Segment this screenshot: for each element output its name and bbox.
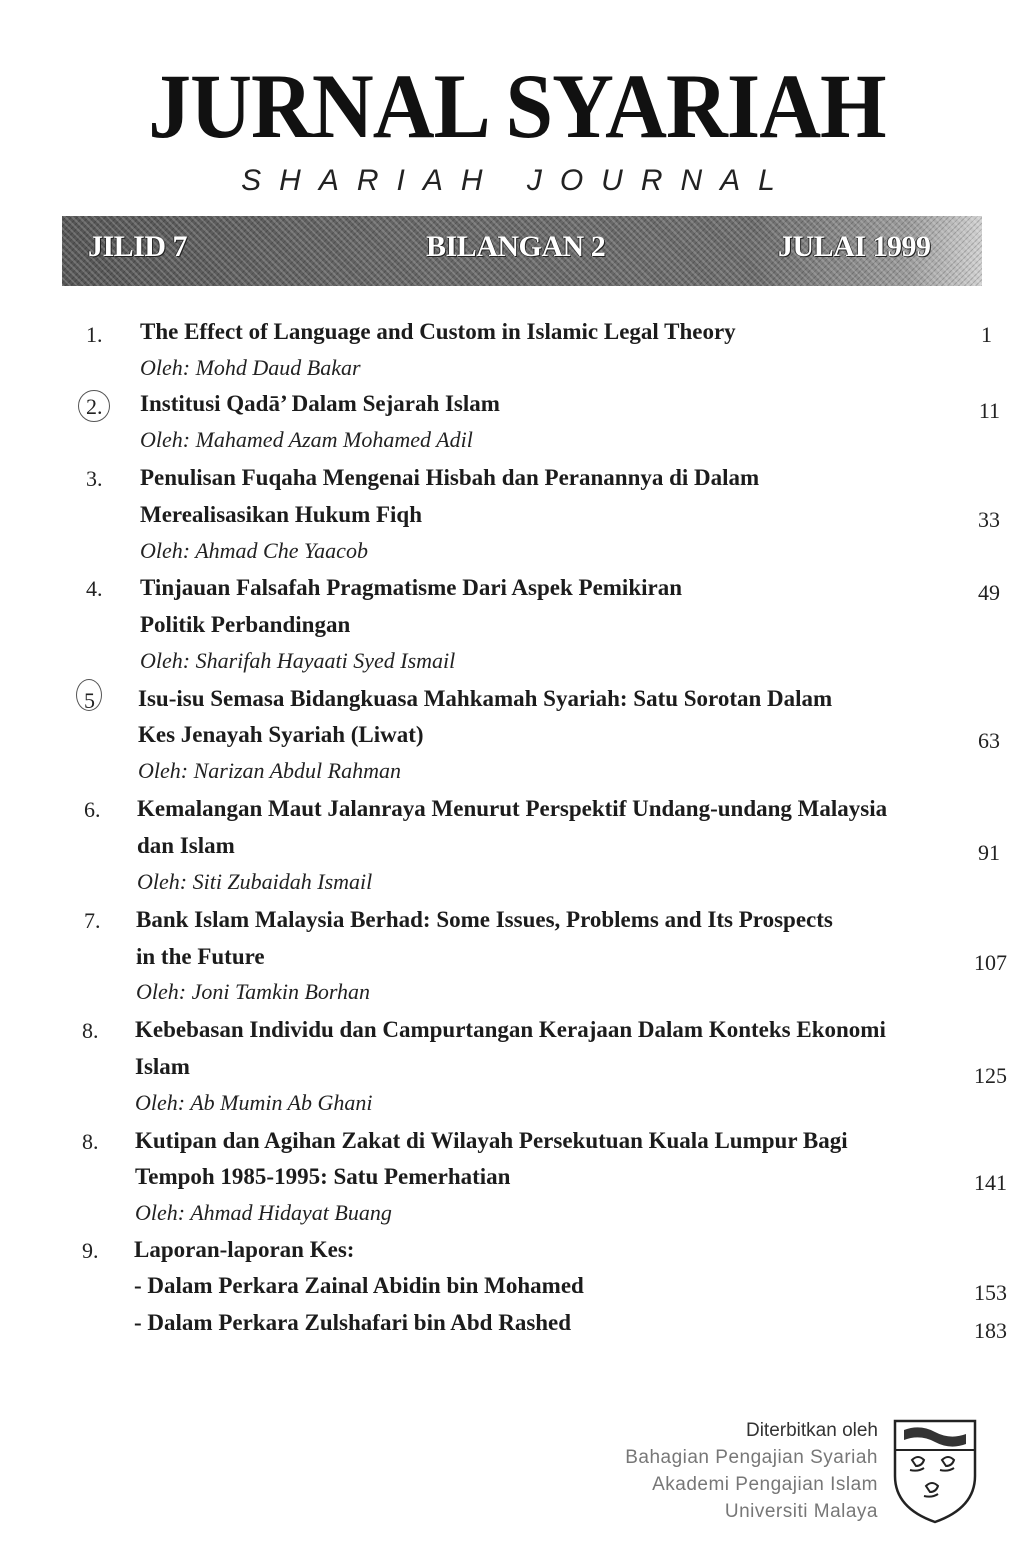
item-number: 4. <box>86 576 103 601</box>
article-title: Isu-isu Semasa Bidangkuasa Mahkamah Syariah: Satu Sorotan Dalam <box>138 686 833 711</box>
page-number: 153 <box>974 1280 1007 1305</box>
page-number: 1 <box>981 322 992 347</box>
issue-label: BILANGAN 2 <box>426 230 606 263</box>
item-number: 5 <box>84 688 95 713</box>
article-title: Laporan-laporan Kes: <box>134 1237 355 1262</box>
publisher-line: Diterbitkan oleh <box>745 1420 878 1441</box>
volume-label: JILID 7 <box>88 230 188 263</box>
date-label: JULAI 1999 <box>778 230 931 263</box>
item-number: 8. <box>82 1018 99 1043</box>
journal-subtitle: SHARIAH JOURNAL <box>241 164 793 197</box>
case-report-title: - Dalam Perkara Zulshafari bin Abd Rashed <box>134 1310 572 1335</box>
publisher-line: Akademi Pengajian Islam <box>652 1474 878 1495</box>
article-title: Merealisasikan Hukum Fiqh <box>140 502 423 527</box>
article-author: Oleh: Ahmad Che Yaacob <box>140 538 368 563</box>
article-author: Oleh: Joni Tamkin Borhan <box>136 979 371 1004</box>
article-title: Kemalangan Maut Jalanraya Menurut Perspektif Undang-undang Malaysia <box>137 796 888 821</box>
publisher-line: Universiti Malaya <box>724 1501 878 1522</box>
university-crest-icon <box>890 1416 980 1526</box>
item-number: 6. <box>84 797 101 822</box>
page-number: 63 <box>978 728 1000 753</box>
article-title: Penulisan Fuqaha Mengenai Hisbah dan Peranannya di Dalam <box>140 465 760 490</box>
article-author: Oleh: Mahamed Azam Mohamed Adil <box>140 427 473 452</box>
article-title: The Effect of Language and Custom in Islamic Legal Theory <box>140 319 736 344</box>
article-title: Politik Perbandingan <box>140 612 351 637</box>
article-title: Kebebasan Individu dan Campurtangan Kerajaan Dalam Konteks Ekonomi <box>135 1017 886 1042</box>
article-author: Oleh: Siti Zubaidah Ismail <box>137 869 373 894</box>
item-number: 3. <box>86 466 103 491</box>
page-number: 11 <box>978 398 1000 423</box>
page-number: 125 <box>974 1063 1007 1088</box>
item-number: 8. <box>82 1129 99 1154</box>
article-author: Oleh: Sharifah Hayaati Syed Ismail <box>140 648 456 673</box>
publisher-line: Bahagian Pengajian Syariah <box>625 1447 878 1468</box>
item-number: 2. <box>86 394 103 419</box>
item-number: 1. <box>86 322 103 347</box>
article-author: Oleh: Mohd Daud Bakar <box>140 355 361 380</box>
article-title: Institusi Qadā’ Dalam Sejarah Islam <box>140 391 500 416</box>
article-title: Kutipan dan Agihan Zakat di Wilayah Persekutuan Kuala Lumpur Bagi <box>135 1128 848 1153</box>
item-number: 7. <box>84 908 101 933</box>
page-number: 33 <box>978 507 1000 532</box>
case-report-title: - Dalam Perkara Zainal Abidin bin Mohamed <box>134 1273 584 1298</box>
article-title: in the Future <box>136 944 265 969</box>
item-number: 9. <box>82 1238 99 1263</box>
page-number: 49 <box>978 580 1000 605</box>
article-title: Islam <box>135 1054 190 1079</box>
page-number: 91 <box>978 840 1000 865</box>
article-author: Oleh: Narizan Abdul Rahman <box>138 758 401 783</box>
article-author: Oleh: Ahmad Hidayat Buang <box>135 1200 392 1225</box>
page-number: 141 <box>974 1170 1007 1195</box>
article-title: Kes Jenayah Syariah (Liwat) <box>138 722 424 747</box>
article-title: Tinjauan Falsafah Pragmatisme Dari Aspek Pemikiran <box>140 575 683 600</box>
article-title: Tempoh 1985-1995: Satu Pemerhatian <box>135 1164 511 1189</box>
article-title: dan Islam <box>137 833 235 858</box>
article-title: Bank Islam Malaysia Berhad: Some Issues, Problems and Its Prospects <box>136 907 833 932</box>
article-author: Oleh: Ab Mumin Ab Ghani <box>135 1090 373 1115</box>
journal-title: JURNAL SYARIAH <box>148 55 886 157</box>
page-number: 107 <box>974 950 1007 975</box>
issue-band <box>62 216 982 286</box>
page-number: 183 <box>974 1318 1007 1343</box>
